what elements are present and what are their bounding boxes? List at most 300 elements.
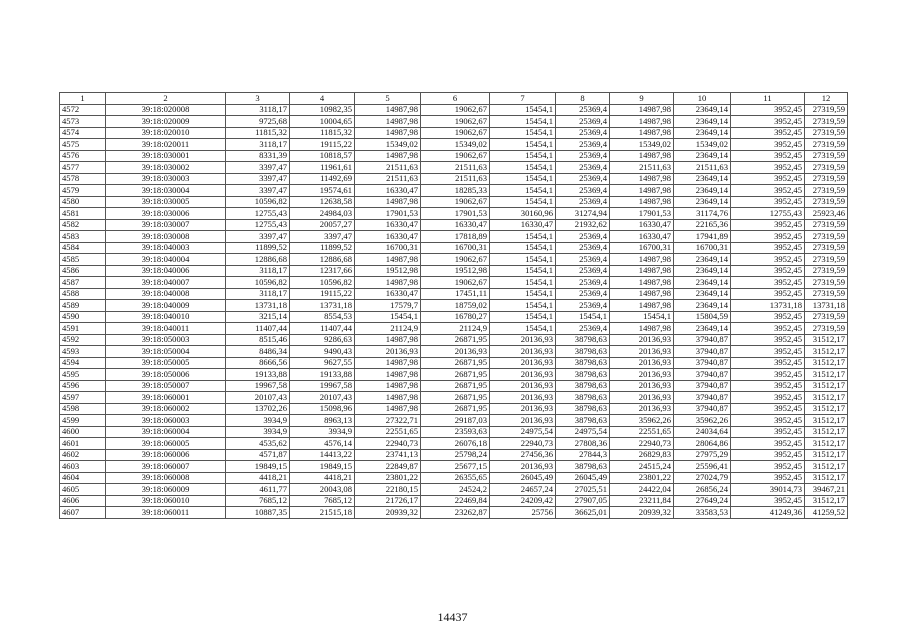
row-number-cell: 4584 <box>60 242 106 254</box>
value-cell: 31512,17 <box>805 449 848 461</box>
value-cell: 27319,59 <box>805 265 848 277</box>
value-cell: 3952,45 <box>731 139 805 151</box>
column-header: 11 <box>731 93 805 105</box>
value-cell: 21511,63 <box>421 173 490 185</box>
cadastral-number-cell: 39:18:060008 <box>106 472 226 484</box>
value-cell: 19967,58 <box>290 380 355 392</box>
value-cell: 3934,9 <box>290 426 355 438</box>
value-cell: 20107,43 <box>290 392 355 404</box>
value-cell: 20136,93 <box>610 403 674 415</box>
value-cell: 3952,45 <box>731 449 805 461</box>
value-cell: 22469,84 <box>421 495 490 507</box>
value-cell: 11407,44 <box>226 323 290 335</box>
value-cell: 20107,43 <box>226 392 290 404</box>
table-row <box>60 265 848 277</box>
value-cell: 15454,1 <box>490 277 556 289</box>
row-number-cell: 4576 <box>60 150 106 162</box>
value-cell: 38798,63 <box>556 380 610 392</box>
value-cell: 27319,59 <box>805 150 848 162</box>
value-cell: 15454,1 <box>490 288 556 300</box>
value-cell: 27319,59 <box>805 242 848 254</box>
value-cell: 26045,49 <box>490 472 556 484</box>
table-row <box>60 104 848 116</box>
value-cell: 10596,82 <box>226 196 290 208</box>
value-cell: 15454,1 <box>490 127 556 139</box>
value-cell: 20136,93 <box>490 392 556 404</box>
value-cell: 3118,17 <box>226 104 290 116</box>
value-cell: 3952,45 <box>731 472 805 484</box>
value-cell: 21932,62 <box>556 219 610 231</box>
value-cell: 14987,98 <box>610 150 674 162</box>
value-cell: 3952,45 <box>731 104 805 116</box>
value-cell: 39467,21 <box>805 484 848 496</box>
value-cell: 23649,14 <box>674 265 731 277</box>
table-row <box>60 380 848 392</box>
table-row <box>60 300 848 312</box>
value-cell: 16700,31 <box>674 242 731 254</box>
value-cell: 7685,12 <box>226 495 290 507</box>
value-cell: 14987,98 <box>610 196 674 208</box>
value-cell: 3952,45 <box>731 426 805 438</box>
value-cell: 17941,89 <box>674 231 731 243</box>
value-cell: 23649,14 <box>674 150 731 162</box>
cadastral-number-cell: 39:18:020010 <box>106 127 226 139</box>
row-number-cell: 4606 <box>60 495 106 507</box>
cadastral-number-cell: 39:18:040007 <box>106 277 226 289</box>
value-cell: 3397,47 <box>226 162 290 174</box>
value-cell: 37940,87 <box>674 357 731 369</box>
row-number-cell: 4599 <box>60 415 106 427</box>
value-cell: 21124,9 <box>355 323 421 335</box>
value-cell: 27319,59 <box>805 219 848 231</box>
value-cell: 16780,27 <box>421 311 490 323</box>
value-cell: 24657,24 <box>490 484 556 496</box>
value-cell: 15349,02 <box>610 139 674 151</box>
value-cell: 26871,95 <box>421 392 490 404</box>
row-number-cell: 4598 <box>60 403 106 415</box>
value-cell: 15454,1 <box>490 185 556 197</box>
value-cell: 8486,34 <box>226 346 290 358</box>
value-cell: 24034,64 <box>674 426 731 438</box>
table-row <box>60 196 848 208</box>
value-cell: 31512,17 <box>805 380 848 392</box>
value-cell: 38798,63 <box>556 415 610 427</box>
value-cell: 16330,47 <box>610 231 674 243</box>
value-cell: 27319,59 <box>805 323 848 335</box>
value-cell: 8554,53 <box>290 311 355 323</box>
row-number-cell: 4587 <box>60 277 106 289</box>
value-cell: 23262,87 <box>421 507 490 519</box>
value-cell: 37940,87 <box>674 380 731 392</box>
value-cell: 11899,52 <box>226 242 290 254</box>
value-cell: 37940,87 <box>674 392 731 404</box>
value-cell: 19062,67 <box>421 196 490 208</box>
value-cell: 12638,58 <box>290 196 355 208</box>
value-cell: 19115,22 <box>290 139 355 151</box>
row-number-cell: 4573 <box>60 116 106 128</box>
value-cell: 25369,4 <box>556 300 610 312</box>
row-number-cell: 4593 <box>60 346 106 358</box>
value-cell: 31174,76 <box>674 208 731 220</box>
value-cell: 39014,73 <box>731 484 805 496</box>
table-body <box>60 93 848 519</box>
table-row <box>60 449 848 461</box>
value-cell: 19062,67 <box>421 277 490 289</box>
value-cell: 3952,45 <box>731 219 805 231</box>
column-header: 4 <box>290 93 355 105</box>
cadastral-number-cell: 39:18:060010 <box>106 495 226 507</box>
value-cell: 35962,26 <box>610 415 674 427</box>
value-cell: 15454,1 <box>490 242 556 254</box>
value-cell: 37940,87 <box>674 403 731 415</box>
cadastral-number-cell: 39:18:060006 <box>106 449 226 461</box>
value-cell: 9627,55 <box>290 357 355 369</box>
value-cell: 14987,98 <box>610 104 674 116</box>
value-cell: 13731,18 <box>805 300 848 312</box>
value-cell: 14987,98 <box>610 277 674 289</box>
value-cell: 3934,9 <box>226 415 290 427</box>
table-row <box>60 369 848 381</box>
value-cell: 24422,04 <box>610 484 674 496</box>
value-cell: 3952,45 <box>731 116 805 128</box>
value-cell: 27319,59 <box>805 277 848 289</box>
value-cell: 11815,32 <box>290 127 355 139</box>
header-row <box>60 93 848 105</box>
value-cell: 20057,27 <box>290 219 355 231</box>
value-cell: 23649,14 <box>674 300 731 312</box>
value-cell: 25369,4 <box>556 150 610 162</box>
value-cell: 23649,14 <box>674 127 731 139</box>
value-cell: 15454,1 <box>490 173 556 185</box>
value-cell: 27319,59 <box>805 231 848 243</box>
value-cell: 14987,98 <box>355 150 421 162</box>
value-cell: 14987,98 <box>355 277 421 289</box>
value-cell: 4576,14 <box>290 438 355 450</box>
value-cell: 10982,35 <box>290 104 355 116</box>
table-row <box>60 231 848 243</box>
cadastral-number-cell: 39:18:040008 <box>106 288 226 300</box>
value-cell: 31512,17 <box>805 357 848 369</box>
value-cell: 31512,17 <box>805 415 848 427</box>
value-cell: 3118,17 <box>226 139 290 151</box>
value-cell: 25369,4 <box>556 139 610 151</box>
cadastral-number-cell: 39:18:030007 <box>106 219 226 231</box>
value-cell: 3952,45 <box>731 185 805 197</box>
table-row <box>60 323 848 335</box>
value-cell: 31274,94 <box>556 208 610 220</box>
cadastral-number-cell: 39:18:030004 <box>106 185 226 197</box>
value-cell: 25369,4 <box>556 173 610 185</box>
cadastral-number-cell: 39:18:040006 <box>106 265 226 277</box>
value-cell: 14987,98 <box>355 369 421 381</box>
table-row <box>60 438 848 450</box>
value-cell: 23649,14 <box>674 173 731 185</box>
cadastral-number-cell: 39:18:030002 <box>106 162 226 174</box>
table-row <box>60 495 848 507</box>
value-cell: 37940,87 <box>674 369 731 381</box>
value-cell: 23649,14 <box>674 254 731 266</box>
table-row <box>60 242 848 254</box>
page-number: 14437 <box>437 610 468 624</box>
cadastral-number-cell: 39:18:040003 <box>106 242 226 254</box>
value-cell: 14987,98 <box>610 300 674 312</box>
value-cell: 15454,1 <box>490 265 556 277</box>
table-row <box>60 403 848 415</box>
value-cell: 3952,45 <box>731 403 805 415</box>
value-cell: 27975,29 <box>674 449 731 461</box>
value-cell: 16330,47 <box>610 219 674 231</box>
value-cell: 3952,45 <box>731 346 805 358</box>
row-number-cell: 4607 <box>60 507 106 519</box>
column-header: 8 <box>556 93 610 105</box>
value-cell: 19062,67 <box>421 254 490 266</box>
value-cell: 10004,65 <box>290 116 355 128</box>
cadastral-number-cell: 39:18:030003 <box>106 173 226 185</box>
column-header: 5 <box>355 93 421 105</box>
value-cell: 23649,14 <box>674 104 731 116</box>
value-cell: 20939,32 <box>610 507 674 519</box>
value-cell: 23801,22 <box>355 472 421 484</box>
value-cell: 31512,17 <box>805 392 848 404</box>
value-cell: 38798,63 <box>556 403 610 415</box>
value-cell: 25369,4 <box>556 288 610 300</box>
value-cell: 20136,93 <box>490 357 556 369</box>
value-cell: 13731,18 <box>226 300 290 312</box>
value-cell: 23649,14 <box>674 323 731 335</box>
value-cell: 17451,11 <box>421 288 490 300</box>
cadastral-number-cell: 39:18:050006 <box>106 369 226 381</box>
value-cell: 22551,65 <box>355 426 421 438</box>
value-cell: 15349,02 <box>355 139 421 151</box>
value-cell: 15098,96 <box>290 403 355 415</box>
value-cell: 27322,71 <box>355 415 421 427</box>
value-cell: 27319,59 <box>805 139 848 151</box>
value-cell: 11492,69 <box>290 173 355 185</box>
cadastral-number-cell: 39:18:060003 <box>106 415 226 427</box>
row-number-cell: 4592 <box>60 334 106 346</box>
cadastral-number-cell: 39:18:050005 <box>106 357 226 369</box>
column-header: 6 <box>421 93 490 105</box>
value-cell: 8666,56 <box>226 357 290 369</box>
value-cell: 31512,17 <box>805 403 848 415</box>
value-cell: 20136,93 <box>355 346 421 358</box>
value-cell: 14987,98 <box>355 392 421 404</box>
value-cell: 20136,93 <box>610 346 674 358</box>
value-cell: 33583,53 <box>674 507 731 519</box>
cadastral-number-cell: 39:18:060011 <box>106 507 226 519</box>
value-cell: 21511,63 <box>355 162 421 174</box>
value-cell: 4418,21 <box>226 472 290 484</box>
table-row <box>60 334 848 346</box>
table-row <box>60 472 848 484</box>
value-cell: 3952,45 <box>731 162 805 174</box>
cadastral-number-cell: 39:18:040009 <box>106 300 226 312</box>
cadastral-number-cell: 39:18:020009 <box>106 116 226 128</box>
value-cell: 38798,63 <box>556 346 610 358</box>
value-cell: 25369,4 <box>556 231 610 243</box>
value-cell: 15454,1 <box>490 116 556 128</box>
value-cell: 19133,88 <box>226 369 290 381</box>
value-cell: 3397,47 <box>226 185 290 197</box>
value-cell: 31512,17 <box>805 495 848 507</box>
value-cell: 19574,61 <box>290 185 355 197</box>
value-cell: 23649,14 <box>674 116 731 128</box>
value-cell: 19967,58 <box>226 380 290 392</box>
cadastral-number-cell: 39:18:060002 <box>106 403 226 415</box>
value-cell: 9490,43 <box>290 346 355 358</box>
row-number-cell: 4577 <box>60 162 106 174</box>
value-cell: 23649,14 <box>674 185 731 197</box>
value-cell: 23211,84 <box>610 495 674 507</box>
value-cell: 12317,66 <box>290 265 355 277</box>
cadastral-number-cell: 39:18:030001 <box>106 150 226 162</box>
value-cell: 25756 <box>490 507 556 519</box>
value-cell: 41249,36 <box>731 507 805 519</box>
value-cell: 37940,87 <box>674 334 731 346</box>
table-row <box>60 461 848 473</box>
value-cell: 20136,93 <box>610 380 674 392</box>
value-cell: 31512,17 <box>805 426 848 438</box>
value-cell: 9725,68 <box>226 116 290 128</box>
value-cell: 16330,47 <box>355 231 421 243</box>
value-cell: 11961,61 <box>290 162 355 174</box>
value-cell: 8963,13 <box>290 415 355 427</box>
value-cell: 3952,45 <box>731 357 805 369</box>
value-cell: 15454,1 <box>556 311 610 323</box>
value-cell: 23741,13 <box>355 449 421 461</box>
value-cell: 3952,45 <box>731 242 805 254</box>
value-cell: 3397,47 <box>226 173 290 185</box>
value-cell: 24975,54 <box>556 426 610 438</box>
value-cell: 15454,1 <box>490 300 556 312</box>
value-cell: 16330,47 <box>490 219 556 231</box>
value-cell: 14987,98 <box>610 288 674 300</box>
value-cell: 31512,17 <box>805 334 848 346</box>
value-cell: 19512,98 <box>421 265 490 277</box>
row-number-cell: 4602 <box>60 449 106 461</box>
value-cell: 21511,63 <box>674 162 731 174</box>
value-cell: 25369,4 <box>556 127 610 139</box>
value-cell: 17818,89 <box>421 231 490 243</box>
value-cell: 24515,24 <box>610 461 674 473</box>
value-cell: 27319,59 <box>805 254 848 266</box>
value-cell: 27319,59 <box>805 162 848 174</box>
row-number-cell: 4597 <box>60 392 106 404</box>
row-number-cell: 4603 <box>60 461 106 473</box>
value-cell: 27319,59 <box>805 311 848 323</box>
value-cell: 26871,95 <box>421 403 490 415</box>
value-cell: 18285,33 <box>421 185 490 197</box>
value-cell: 15454,1 <box>490 162 556 174</box>
value-cell: 27319,59 <box>805 288 848 300</box>
value-cell: 19062,67 <box>421 104 490 116</box>
value-cell: 8515,46 <box>226 334 290 346</box>
table-row <box>60 426 848 438</box>
table-row <box>60 346 848 358</box>
value-cell: 21124,9 <box>421 323 490 335</box>
value-cell: 25369,4 <box>556 254 610 266</box>
value-cell: 27844,3 <box>556 449 610 461</box>
value-cell: 14987,98 <box>610 127 674 139</box>
value-cell: 4571,87 <box>226 449 290 461</box>
value-cell: 26871,95 <box>421 369 490 381</box>
value-cell: 3934,9 <box>226 426 290 438</box>
value-cell: 26871,95 <box>421 380 490 392</box>
value-cell: 16700,31 <box>355 242 421 254</box>
table-row <box>60 277 848 289</box>
value-cell: 15349,02 <box>674 139 731 151</box>
cadastral-number-cell: 39:18:040004 <box>106 254 226 266</box>
value-cell: 25369,4 <box>556 265 610 277</box>
value-cell: 18759,02 <box>421 300 490 312</box>
value-cell: 21515,18 <box>290 507 355 519</box>
value-cell: 23593,63 <box>421 426 490 438</box>
table-row <box>60 173 848 185</box>
value-cell: 12886,68 <box>226 254 290 266</box>
cadastral-number-cell: 39:18:050004 <box>106 346 226 358</box>
value-cell: 22165,36 <box>674 219 731 231</box>
value-cell: 4535,62 <box>226 438 290 450</box>
value-cell: 16330,47 <box>421 219 490 231</box>
row-number-cell: 4579 <box>60 185 106 197</box>
value-cell: 25798,24 <box>421 449 490 461</box>
value-cell: 16700,31 <box>610 242 674 254</box>
value-cell: 3952,45 <box>731 254 805 266</box>
value-cell: 27649,24 <box>674 495 731 507</box>
value-cell: 14987,98 <box>610 254 674 266</box>
value-cell: 23649,14 <box>674 196 731 208</box>
value-cell: 3952,45 <box>731 173 805 185</box>
value-cell: 3952,45 <box>731 392 805 404</box>
value-cell: 3952,45 <box>731 380 805 392</box>
value-cell: 23801,22 <box>610 472 674 484</box>
value-cell: 19512,98 <box>355 265 421 277</box>
value-cell: 14987,98 <box>355 403 421 415</box>
column-header: 9 <box>610 93 674 105</box>
value-cell: 11815,32 <box>226 127 290 139</box>
value-cell: 38798,63 <box>556 357 610 369</box>
value-cell: 25677,15 <box>421 461 490 473</box>
cadastral-number-cell: 39:18:040010 <box>106 311 226 323</box>
value-cell: 13702,26 <box>226 403 290 415</box>
value-cell: 14987,98 <box>355 334 421 346</box>
value-cell: 14413,22 <box>290 449 355 461</box>
value-cell: 24524,2 <box>421 484 490 496</box>
value-cell: 15454,1 <box>490 104 556 116</box>
value-cell: 14987,98 <box>355 116 421 128</box>
value-cell: 7685,12 <box>290 495 355 507</box>
value-cell: 25596,41 <box>674 461 731 473</box>
value-cell: 14987,98 <box>355 196 421 208</box>
row-number-cell: 4585 <box>60 254 106 266</box>
value-cell: 14987,98 <box>355 104 421 116</box>
value-cell: 13731,18 <box>731 300 805 312</box>
value-cell: 27319,59 <box>805 196 848 208</box>
row-number-cell: 4578 <box>60 173 106 185</box>
value-cell: 23649,14 <box>674 277 731 289</box>
value-cell: 16700,31 <box>421 242 490 254</box>
table-row <box>60 208 848 220</box>
table-row <box>60 185 848 197</box>
row-number-cell: 4600 <box>60 426 106 438</box>
value-cell: 19062,67 <box>421 127 490 139</box>
column-header: 1 <box>60 93 106 105</box>
value-cell: 31512,17 <box>805 346 848 358</box>
value-cell: 26355,65 <box>421 472 490 484</box>
value-cell: 16330,47 <box>355 288 421 300</box>
value-cell: 14987,98 <box>355 357 421 369</box>
value-cell: 20136,93 <box>490 334 556 346</box>
